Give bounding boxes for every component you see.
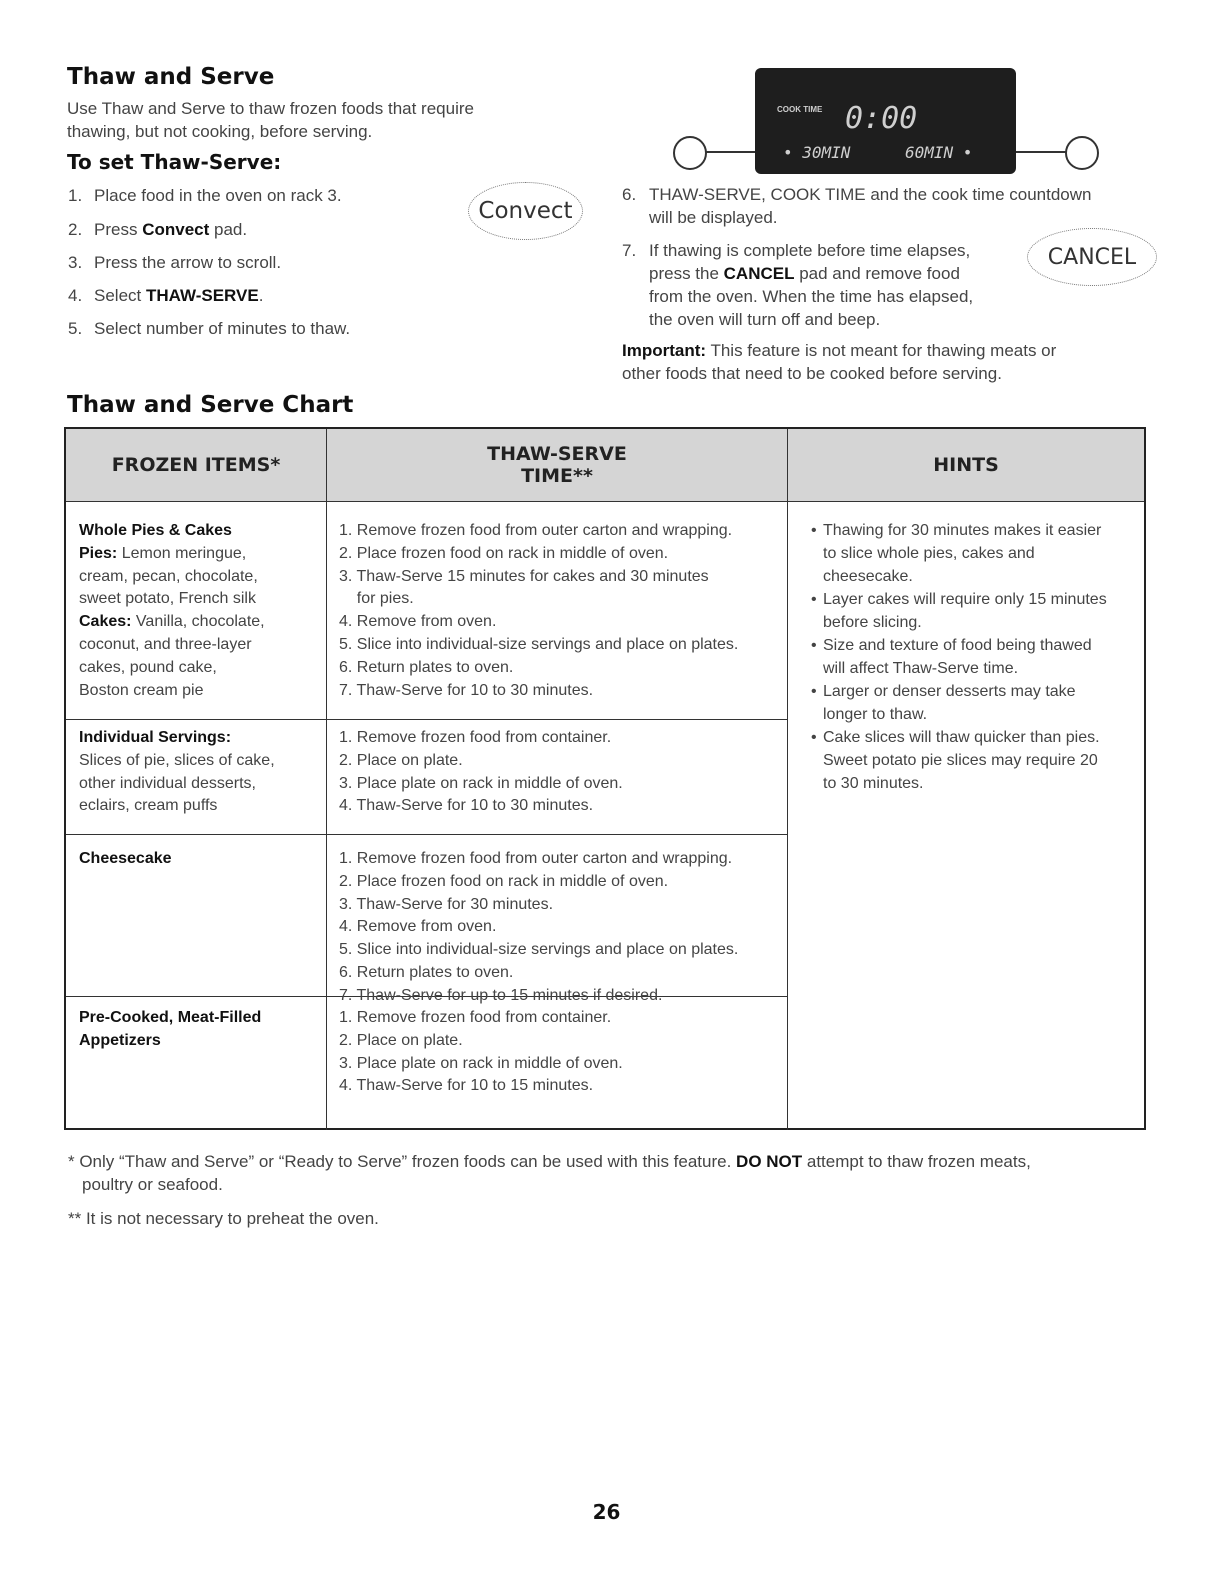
step-keyword: THAW-SERVE (145, 286, 259, 305)
item-bold: Pre-Cooked, Meat-Filled (79, 1009, 262, 1026)
item-text: Lemon meringue, (117, 544, 247, 562)
item-bold: Cakes: (79, 613, 132, 631)
item-text: sweet potato, French silk (79, 590, 256, 608)
item-bold: Whole Pies & Cakes (79, 522, 232, 539)
step-item (68, 253, 281, 273)
table-row-items (79, 727, 275, 818)
step-line: 3. Place plate on rack in middle of oven. (339, 1054, 623, 1072)
footnote-keyword: DO NOT (736, 1152, 803, 1171)
item-line (79, 1030, 261, 1053)
footnote-text: poultry or seafood. (82, 1175, 223, 1194)
item-line: Slices of pie, slices of cake, (79, 751, 275, 769)
hint-item (811, 727, 1141, 795)
step-line: 5. Slice into individual-size servings and place on plates. (339, 941, 739, 959)
header-line: THAW-SERVE (487, 443, 627, 465)
table-row-steps (339, 727, 623, 818)
section-title: Thaw and Serve (67, 64, 275, 90)
hint-text: will affect Thaw-Serve time. (823, 659, 1019, 677)
item-bold: Individual Servings: (79, 729, 232, 746)
step-text: pad and remove food (794, 264, 960, 283)
display-line (1010, 151, 1068, 153)
bullet-icon: • (811, 729, 817, 746)
oven-display-illustration (755, 68, 1016, 174)
step-line: 3. Thaw-Serve for 30 minutes. (339, 895, 554, 913)
step-line: 2. Place on plate. (339, 751, 463, 769)
row-divider (66, 719, 788, 720)
step-text: Press (94, 220, 143, 239)
knob-icon (673, 136, 707, 170)
step-text: Press the arrow to scroll. (94, 253, 282, 272)
hint-item (811, 681, 1141, 727)
column-divider (787, 501, 788, 1130)
footnote (68, 1150, 1031, 1173)
thaw-serve-table (64, 427, 1146, 1130)
item-line (79, 634, 265, 657)
step-text: will be displayed. (649, 208, 778, 227)
step-line: 6. Return plates to oven. (339, 658, 514, 676)
bullet-icon: • (811, 591, 817, 608)
step-line: 3. Thaw-Serve 15 minutes for cakes and 30 minutes (339, 567, 709, 585)
header-frozen-items: FROZEN ITEMS* (66, 429, 327, 501)
item-line (79, 588, 265, 611)
step-line: 6. Return plates to oven. (339, 963, 514, 981)
step-line: 2. Place frozen food on rack in middle of oven. (339, 872, 669, 890)
row-divider (788, 501, 1144, 502)
cancel-pad-illustration: CANCEL (1027, 228, 1157, 286)
item-bold: Appetizers (79, 1031, 161, 1049)
row-divider (66, 834, 788, 835)
step-text: from the oven. When the time has elapsed, (649, 287, 974, 306)
step-number: 4. (68, 286, 83, 305)
item-line (79, 727, 275, 750)
item-line: other individual desserts, (79, 774, 256, 792)
bullet-icon: • (811, 522, 817, 539)
chart-title: Thaw and Serve Chart (67, 392, 354, 418)
item-text: Boston cream pie (79, 681, 204, 699)
step-number: 7. (622, 241, 637, 260)
step-line: 1. Remove frozen food from outer carton and wrapping. (339, 850, 733, 867)
footnote-text: attempt to thaw frozen meats, (802, 1152, 1031, 1171)
step-number: 2. (68, 220, 83, 239)
step-line: 4. Remove from oven. (339, 613, 497, 631)
header-thaw-serve-time (327, 429, 788, 501)
step-number: 5. (68, 319, 83, 338)
subsection-title: To set Thaw-Serve: (67, 150, 282, 174)
step-keyword: Convect (142, 220, 210, 239)
hint-item (811, 589, 1141, 635)
table-row-steps (339, 1007, 623, 1098)
hint-text: Thawing for 30 minutes makes it easier (823, 522, 1102, 539)
row-divider (66, 501, 788, 502)
step-number: 1. (68, 186, 83, 205)
hint-text: longer to thaw. (823, 705, 928, 723)
hint-text: to slice whole pies, cakes and (823, 544, 1035, 562)
hint-text: Size and texture of food being thawed (823, 637, 1092, 654)
step-text: THAW-SERVE, COOK TIME and the cook time countdown (649, 185, 1092, 204)
display-line (700, 151, 760, 153)
step-number: 6. (622, 185, 637, 204)
table-row-items (79, 520, 265, 702)
table-row-steps (339, 848, 738, 1008)
step-text: the oven will turn off and beep. (649, 310, 881, 329)
footnote-text: * Only “Thaw and Serve” or “Ready to Serve” frozen foods can be used with this feature. (68, 1152, 737, 1171)
hint-text: Sweet potato pie slices may require 20 (823, 751, 1098, 769)
display-time: 0:00 (845, 101, 918, 136)
item-line (79, 543, 265, 566)
step-line: 1. Remove frozen food from outer carton and wrapping. (339, 522, 733, 539)
step-line: 4. Thaw-Serve for 10 to 15 minutes. (339, 1077, 594, 1095)
step-text: If thawing is complete before time elapses, (649, 241, 971, 260)
display-right: 60MIN • (905, 143, 973, 162)
step-item (68, 319, 350, 339)
step-item (622, 183, 1092, 206)
item-text: Vanilla, chocolate, (131, 613, 265, 631)
item-text: cakes, pound cake, (79, 658, 217, 676)
step-line: 1. Remove frozen food from container. (339, 1009, 612, 1026)
step-text: press the (649, 264, 724, 283)
item-text: cream, pecan, chocolate, (79, 567, 258, 585)
step-line: 2. Place frozen food on rack in middle of oven. (339, 544, 669, 562)
footnote: ** It is not necessary to preheat the oven. (68, 1209, 379, 1228)
hint-text: cheesecake. (823, 567, 913, 585)
important-label: Important: (622, 341, 707, 360)
display-label: COOK TIME (777, 105, 823, 114)
important-text: This feature is not meant for thawing meats or (706, 341, 1057, 360)
step-line: 7. Thaw-Serve for 10 to 30 minutes. (339, 681, 594, 699)
item-line (79, 520, 265, 543)
item-text: coconut, and three-layer (79, 635, 252, 653)
step-line: 4. Thaw-Serve for 10 to 30 minutes. (339, 797, 594, 815)
important-text: other foods that need to be cooked before serving. (622, 364, 1002, 383)
hint-text: Cake slices will thaw quicker than pies. (823, 729, 1100, 746)
important-note (622, 339, 1056, 362)
intro-line: thawing, but not cooking, before serving. (67, 122, 373, 141)
step-line: 5. Slice into individual-size servings and place on plates. (339, 635, 739, 653)
intro-text (67, 97, 474, 143)
bullet-icon: • (811, 637, 817, 654)
table-row-items (79, 1007, 261, 1053)
step-item (68, 286, 263, 306)
step-line: 1. Remove frozen food from container. (339, 729, 612, 746)
item-line (79, 848, 172, 871)
page-number: 26 (592, 1500, 621, 1524)
step-line: 7. Thaw-Serve for up to 15 minutes if desired. (339, 986, 663, 1004)
step-line: 3. Place plate on rack in middle of oven. (339, 774, 623, 792)
item-bold: Cheesecake (79, 850, 172, 867)
step-text (649, 262, 960, 285)
knob-icon (1065, 136, 1099, 170)
item-line (79, 680, 265, 703)
step-text: pad. (209, 220, 248, 239)
item-line: eclairs, cream puffs (79, 797, 218, 815)
step-text: Place food in the oven on rack 3. (94, 186, 342, 205)
table-row-steps (339, 520, 738, 702)
hint-text: before slicing. (823, 613, 922, 631)
table-row-items (79, 848, 172, 871)
item-line (79, 657, 265, 680)
step-text: . (258, 286, 264, 305)
hint-text: to 30 minutes. (823, 774, 924, 792)
step-keyword: CANCEL (723, 264, 795, 283)
hint-text: Larger or denser desserts may take (823, 683, 1076, 700)
hint-item (811, 520, 1141, 588)
hint-item (811, 635, 1141, 681)
step-item (68, 220, 247, 240)
step-number: 3. (68, 253, 83, 272)
display-left: • 30MIN (783, 143, 851, 162)
step-line: 4. Remove from oven. (339, 918, 497, 936)
step-line: 2. Place on plate. (339, 1031, 463, 1049)
item-line (79, 1007, 261, 1030)
convect-pad-illustration: Convect (468, 182, 583, 240)
item-line (79, 611, 265, 634)
step-line: for pies. (339, 590, 414, 608)
item-line (79, 566, 265, 589)
step-item (622, 239, 970, 262)
item-bold: Pies: (79, 544, 118, 562)
column-divider (326, 501, 327, 1130)
intro-line: Use Thaw and Serve to thaw frozen foods that require (67, 99, 474, 118)
step-item (68, 186, 342, 206)
header-hints: HINTS (788, 429, 1144, 501)
header-line: TIME** (521, 465, 593, 487)
step-text: Select (94, 286, 146, 305)
hint-text: Layer cakes will require only 15 minutes (823, 591, 1107, 608)
step-text: Select number of minutes to thaw. (94, 319, 351, 338)
bullet-icon: • (811, 683, 817, 700)
